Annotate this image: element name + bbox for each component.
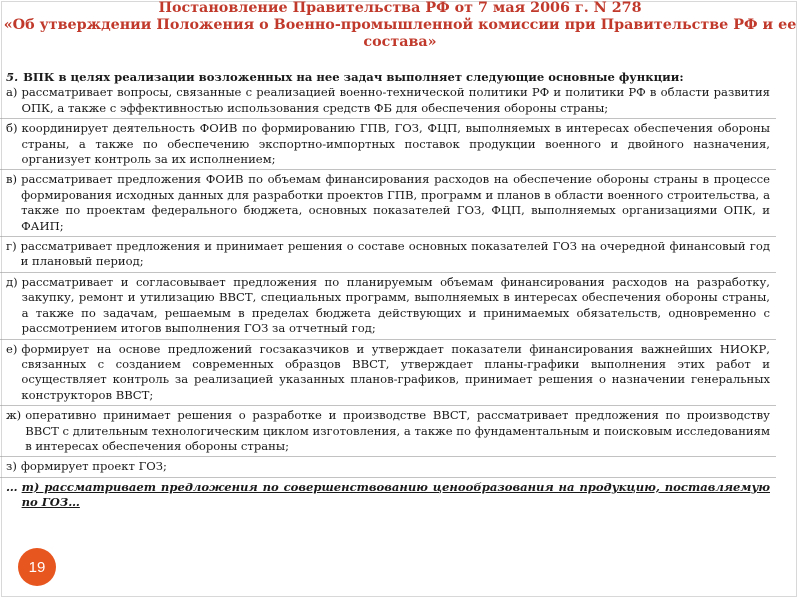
divider	[0, 272, 776, 273]
item-letter: з)	[6, 459, 17, 474]
divider	[0, 169, 776, 170]
list-item-zh	[6, 408, 770, 454]
item-text: т) рассматривает предложения по совершенствованию ценообразования на продукцию, поставляемую по ГОЗ…	[21, 479, 770, 510]
item-letter: д)	[6, 274, 18, 289]
item-text: рассматривает вопросы, связанные с реализацией военно-технической политики РФ и политики РФ в области развития ОПК, а также с эффективностью использования средств ФБ для обеспечения обороны страны;	[21, 85, 770, 115]
title-line-1: Постановление Правительства РФ от 7 мая 2006 г. N 278	[158, 0, 642, 16]
list-item-a	[6, 85, 770, 116]
page-title	[0, 0, 800, 51]
intro-text: ВПК в целях реализации возложенных на нее задач выполняет следующие основные функции:	[23, 70, 684, 84]
divider	[0, 236, 776, 237]
item-letter: б)	[6, 121, 18, 136]
divider	[0, 477, 776, 478]
intro-number: 5.	[6, 70, 19, 84]
title-line-2: «Об утверждении Положения о Военно-промышленной комиссии при Правительстве РФ и ее	[3, 17, 797, 33]
item-text: координирует деятельность ФОИВ по формированию ГПВ, ГОЗ, ФЦП, выполняемых в интересах обеспечения обороны страны, а также по обеспечению экспортно-импортных поставок продукции военного и двойного назначения, организует контроль за их исполнением;	[21, 121, 770, 167]
item-letter: г)	[6, 239, 17, 254]
item-letter: …	[6, 479, 18, 494]
page-number-badge: 19	[18, 548, 56, 586]
document-body	[6, 70, 770, 511]
item-letter: в)	[6, 172, 18, 187]
divider	[0, 456, 776, 457]
item-text: рассматривает предложения и принимает решения о составе основных показателей ГОЗ на очередной финансовый год и плановый период;	[20, 239, 770, 269]
list-item-g	[6, 239, 770, 270]
list-item-v	[6, 172, 770, 234]
item-letter: е)	[6, 341, 18, 356]
item-text: формирует проект ГОЗ;	[20, 459, 167, 474]
title-line-3: состава»	[363, 34, 437, 50]
list-item-b	[6, 121, 770, 167]
list-item-z	[6, 459, 770, 474]
divider	[0, 405, 776, 406]
item-text: рассматривает предложения ФОИВ по объемам финансирования расходов на обеспечение обороны страны в процессе формирования исходных данных для разработки проектов ГПВ, программ и планов в области военного строительства, а также по проектам федерального бюджета, основных показателей ГОЗ, ФЦП, выполняемых организациями ОПК, и ФАИП;	[21, 172, 770, 233]
divider	[0, 339, 776, 340]
divider	[0, 118, 776, 119]
item-text: оперативно принимает решения о разработке и производстве ВВСТ, рассматривает предложения по производству ВВСТ с длительным технологическим циклом изготовления, а также по фундаментальным и поисковым исследованиям в интересах обеспечения обороны страны;	[25, 408, 770, 453]
list-item-e	[6, 342, 770, 404]
item-letter: ж)	[6, 408, 22, 423]
item-text: рассматривает и согласовывает предложения по планируемым объемам финансирования расходов на разработку, закупку, ремонт и утилизацию ВВСТ, специальных программ, выполняемых в интересах обеспечения обороны страны, а также по задачам, решаемым в пределах бюджета действующих и принимаемых обязательств, одновременно с рассмотрением итогов выполнения ГОЗ за отчетный год;	[21, 274, 770, 336]
intro-paragraph	[6, 70, 770, 85]
item-letter: а)	[6, 85, 18, 100]
list-item-t	[6, 480, 770, 511]
list-item-d	[6, 275, 770, 337]
item-text: формирует на основе предложений госзаказчиков и утверждает показатели финансирования важнейших НИОКР, связанных с созданием современных образцов ВВСТ, утверждает планы-графики выполнения этих работ и осуществляет контроль за реализацией указанных планов-графиков, принимает решения о назначении генеральных конструкторов ВВСТ;	[21, 341, 770, 402]
